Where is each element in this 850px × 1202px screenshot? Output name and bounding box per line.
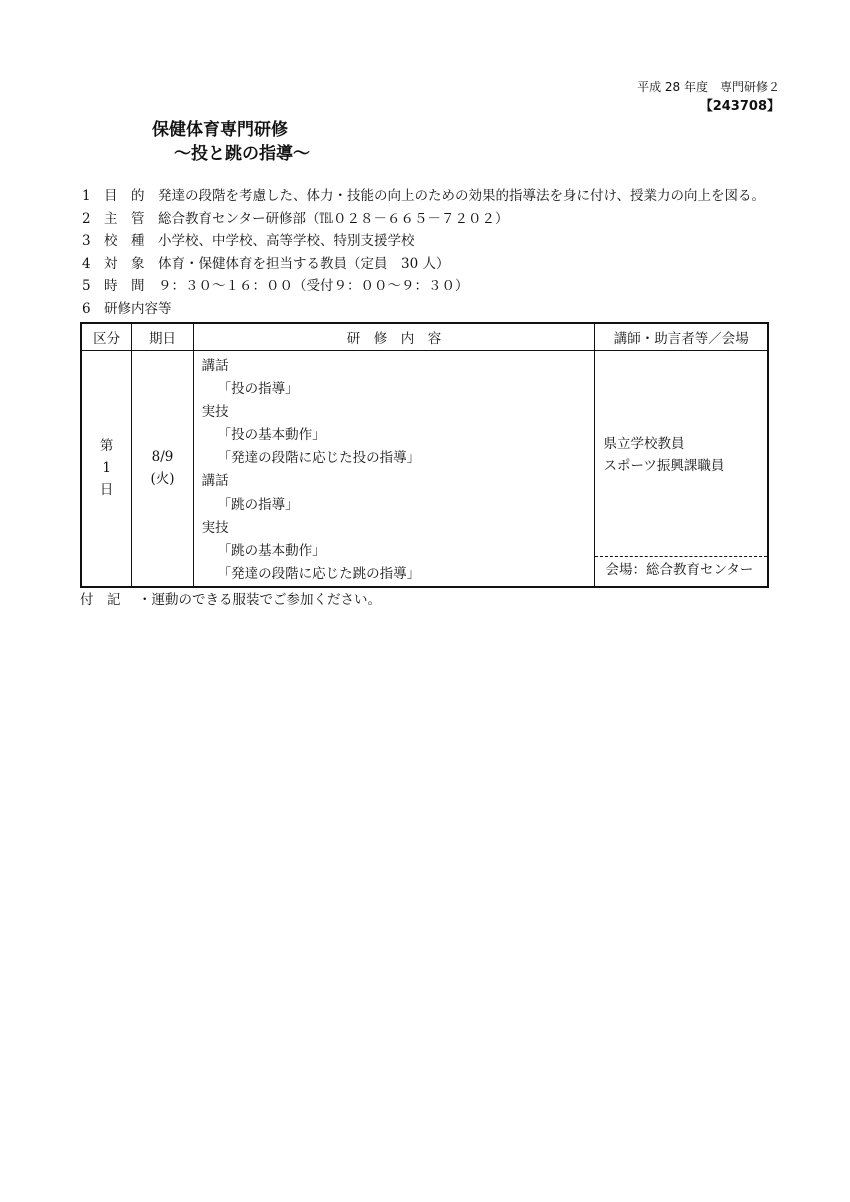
year-label: 平成 28 年度 専門研修２ xyxy=(637,80,780,94)
footnote-label: 付 記 xyxy=(80,592,121,608)
content-cell xyxy=(193,351,595,587)
day-cell xyxy=(81,351,132,587)
day-char: 第 xyxy=(99,438,114,455)
title-main: 保健体育専門研修 xyxy=(152,120,288,140)
content-line: 講話 xyxy=(201,473,229,490)
content-line: 実技 xyxy=(201,404,229,421)
item-label: 対 象 xyxy=(104,255,145,272)
weekday-value: (火) xyxy=(150,471,175,488)
instructor-list xyxy=(595,353,767,556)
content-line: 「跳の指導」 xyxy=(217,496,299,513)
course-code: 【243708】 xyxy=(699,99,780,114)
list-item xyxy=(82,208,765,231)
page-title xyxy=(152,118,310,166)
item-number: 2 xyxy=(82,210,91,227)
header-date: 期日 xyxy=(132,323,193,351)
outline-list xyxy=(82,185,765,320)
item-text: 発達の段階を考慮した、体力・技能の向上のための効果的指導法を身に付け、授業力の向上を図る。 xyxy=(158,188,765,204)
content-line: 「投の指導」 xyxy=(217,381,299,398)
list-item xyxy=(82,253,765,276)
content-line: 「投の基本動作」 xyxy=(217,427,326,444)
list-item xyxy=(82,185,765,208)
header-content: 研 修 内 容 xyxy=(193,323,595,351)
item-label: 時 間 xyxy=(104,278,145,294)
footnote-text: ・運動のできる服装でご参加ください。 xyxy=(138,592,381,608)
item-label: 校 種 xyxy=(104,233,145,249)
item-label: 目 的 xyxy=(104,188,145,204)
day-char: 日 xyxy=(99,482,114,499)
item-label: 主 管 xyxy=(104,210,145,227)
item-text: 総合教育センター研修部（℡０２８－６６５－７２０２） xyxy=(158,210,509,227)
list-item xyxy=(82,298,765,321)
item-number: 5 xyxy=(82,278,91,294)
venue: 会場：総合教育センター xyxy=(595,556,767,583)
header-division: 区分 xyxy=(81,323,132,351)
item-text: 小学校、中学校、高等学校、特別支援学校 xyxy=(158,233,415,249)
content-line: 実技 xyxy=(201,519,229,536)
content-line: 「発達の段階に応じた投の指導」 xyxy=(217,450,421,467)
footnote xyxy=(80,588,381,608)
item-number: 1 xyxy=(82,188,91,204)
table-header-row xyxy=(81,323,768,351)
item-number: 4 xyxy=(82,255,91,272)
date-cell xyxy=(132,351,193,587)
table-row xyxy=(81,351,768,587)
day-number: 1 xyxy=(102,460,111,477)
item-text: 体育・保健体育を担当する教員（定員 30 人） xyxy=(158,255,450,272)
list-item xyxy=(82,275,765,298)
item-label: 研修内容等 xyxy=(104,300,172,317)
content-line: 講話 xyxy=(201,358,229,374)
item-text: ９：３０～１６：００（受付９：００～９：３０） xyxy=(158,278,469,294)
instructor-name: 県立学校教員 xyxy=(603,435,685,452)
title-sub: ～投と跳の指導～ xyxy=(174,144,310,164)
item-number: 6 xyxy=(82,300,91,317)
instructor-name: スポーツ振興課職員 xyxy=(603,457,725,474)
date-value: 8/9 xyxy=(151,449,174,466)
content-line: 「跳の基本動作」 xyxy=(217,542,326,559)
instructor-cell xyxy=(595,351,768,587)
list-item xyxy=(82,230,765,253)
header-instructor: 講師・助言者等／会場 xyxy=(595,323,768,351)
content-line: 「発達の段階に応じた跳の指導」 xyxy=(217,565,421,582)
document-header xyxy=(637,78,780,116)
item-number: 3 xyxy=(82,233,91,249)
schedule-table xyxy=(80,322,769,588)
